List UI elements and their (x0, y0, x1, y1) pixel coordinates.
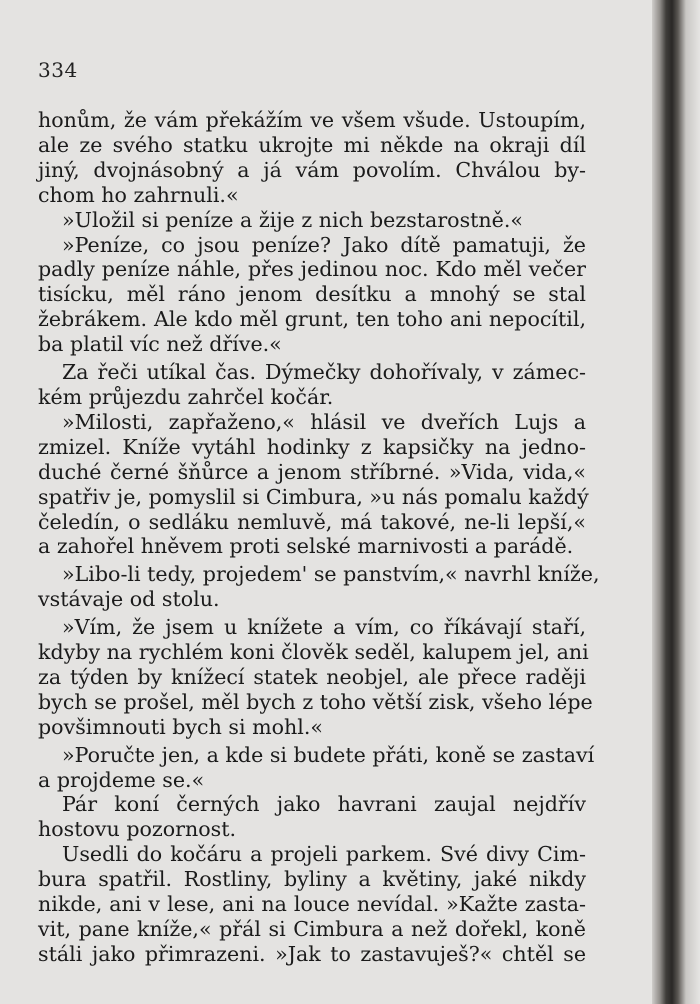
paragraph (38, 792, 586, 842)
text-line: jiný, dvojnásobný a já vám povolím. Chválou by- (38, 157, 586, 182)
page-body-text (38, 108, 600, 967)
paragraph (38, 208, 586, 233)
text-line: »Milosti, zapřaženo,« hlásil ve dveřích Lujs a (62, 409, 586, 434)
text-line: padly peníze náhle, přes jedinou noc. Kdo měl večer (38, 257, 586, 282)
paragraph (38, 562, 600, 612)
text-line: vit, pane kníže,« přál si Cimbura a než dořekl, koně (38, 917, 586, 941)
text-line: duché černé šňůrce a jenom stříbrné. »Vida, vida,« (38, 459, 586, 484)
text-line: stáli jako přimrazeni. »Jak to zastavuješ?« chtěl se (38, 941, 586, 966)
text-line: tisícku, měl ráno jenom desítku a mnohý se stal (38, 282, 586, 307)
text-line: chom ho zahrnuli.« (38, 182, 239, 207)
paragraph (38, 615, 593, 740)
text-line: a zahořel hněvem proti selské marnivosti a parádě. (38, 534, 574, 559)
paragraph (38, 108, 586, 208)
text-line: ba platil víc než dříve.« (38, 332, 282, 357)
text-line: Usedli do kočáru a projeli parkem. Své divy Cim- (62, 842, 586, 867)
text-line: vstávaje od stolu. (38, 587, 220, 612)
text-line: žebrákem. Ale kdo měl grunt, ten toho ani nepocítil, (38, 307, 586, 332)
paragraph (38, 742, 595, 793)
text-line: bych se prošel, měl bych z toho větší zisk, všeho lépe (38, 689, 593, 714)
text-line: kém průjezdu zahrčel kočár. (38, 384, 334, 409)
text-line: a projdeme se.« (38, 767, 205, 792)
text-line: za týden by knížecí statek neobjel, ale přece raději (38, 664, 586, 689)
text-line: »Libo-li tedy, projedem' se panstvím,« navrhl kníže, (62, 562, 600, 587)
text-line: Za řeči utíkal čas. Dýmečky dohořívaly, v zámec- (62, 360, 586, 385)
text-line: hostovu pozornost. (38, 817, 237, 842)
text-line: čeledín, o sedláku nemluvě, má takové, ne-li lepší,« (38, 509, 586, 534)
paragraph (38, 842, 586, 967)
paragraph (38, 409, 589, 559)
text-line: »Uložil si peníze a žije z nich bezstarostně.« (62, 207, 524, 232)
text-line: bura spatřil. Rostliny, byliny a květiny, jaké nikdy (38, 867, 586, 892)
book-gutter-shadow (652, 0, 700, 1004)
text-line: kdyby na rychlém koni člověk seděl, kalupem jel, ani (38, 640, 589, 665)
text-line: honům, že vám překážím ve všem všude. Ustoupím, (38, 108, 586, 132)
text-line: spatřiv je, pomyslil si Cimbura, »u nás pomalu každý (38, 484, 589, 509)
paragraph (38, 360, 586, 410)
text-line: ale ze svého statku ukrojte mi někde na okraji díl (38, 132, 586, 157)
text-line: »Peníze, co jsou peníze? Jako dítě pamatuji, že (62, 232, 586, 257)
text-line: Pár koní černých jako havrani zaujal nejdřív (62, 792, 586, 817)
text-line: »Vím, že jsem u knížete a vím, co říkávají staří, (62, 615, 586, 640)
text-line: povšimnouti bych si mohl.« (38, 714, 324, 739)
text-line: zmizel. Kníže vytáhl hodinky z kapsičky na jedno- (38, 434, 586, 459)
page-number: 334 (38, 58, 78, 82)
paragraph (38, 233, 586, 358)
text-line: »Poručte jen, a kde si budete přáti, koně se zastaví (62, 742, 595, 767)
text-line: nikde, ani v lese, ani na louce nevídal. »Kažte zasta- (38, 892, 586, 917)
